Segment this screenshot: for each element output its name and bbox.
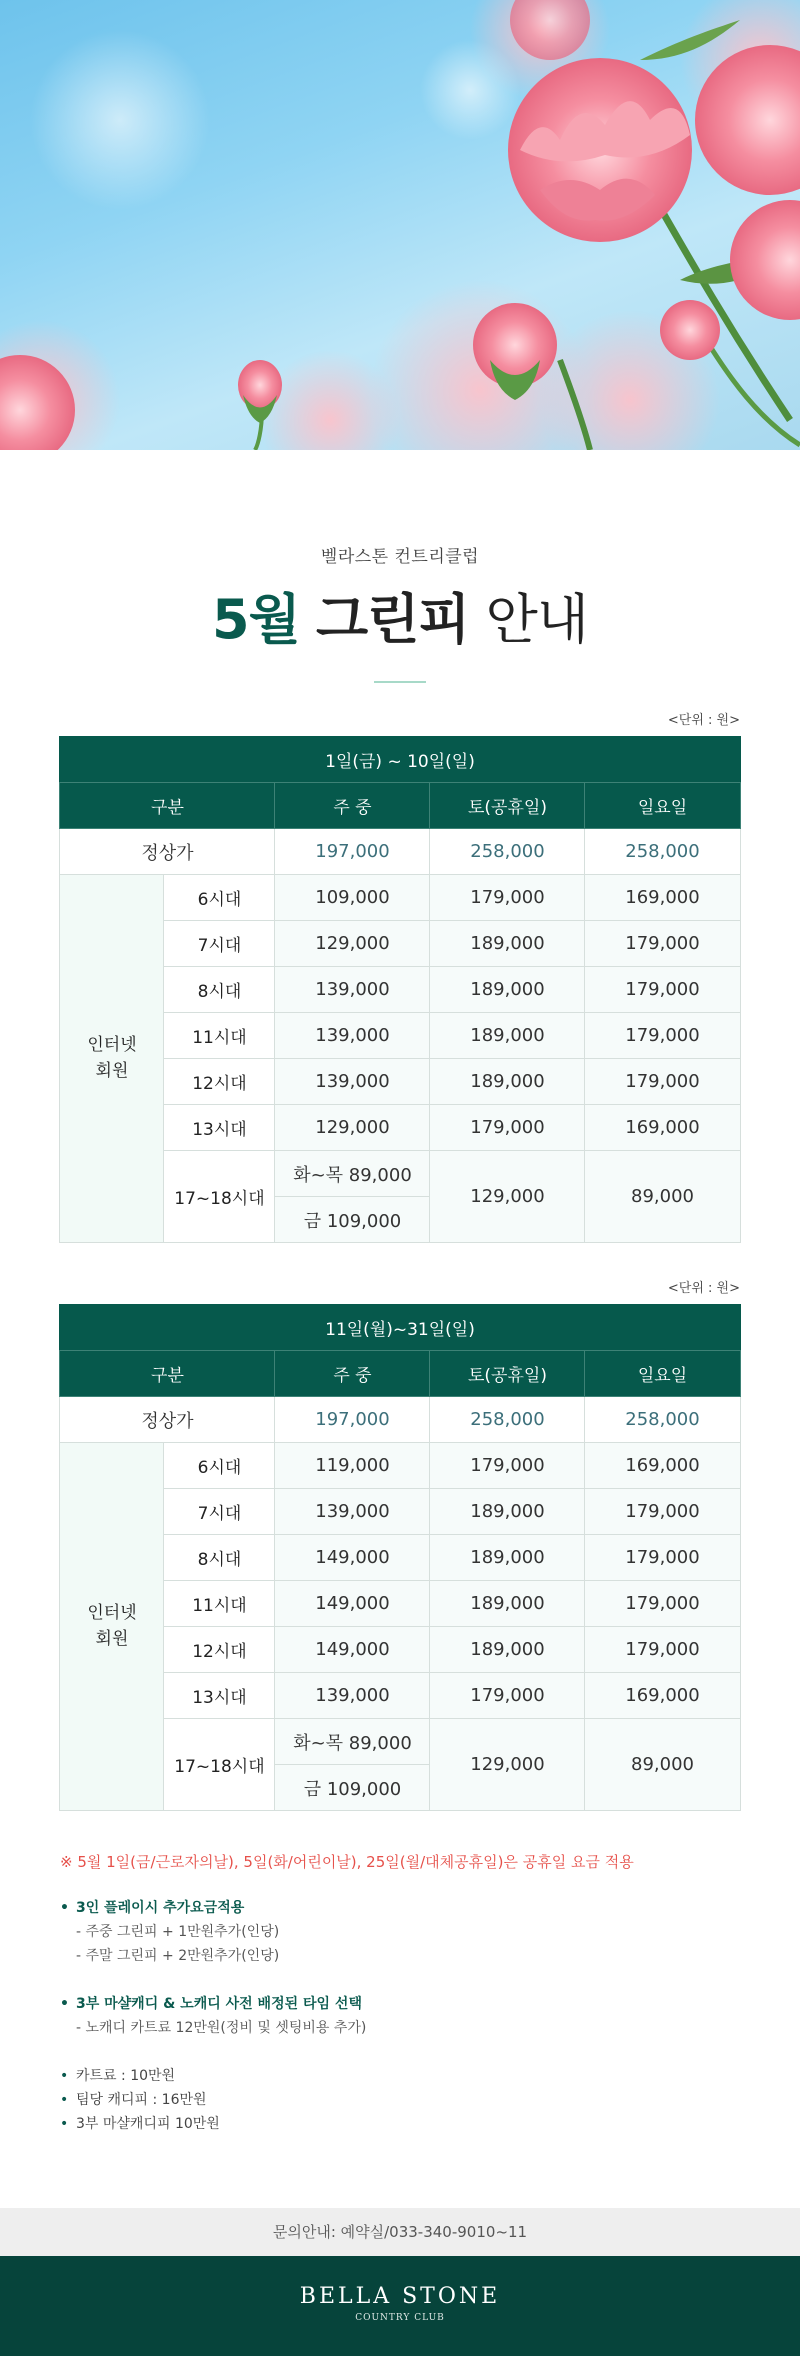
column-header-category: 구분 (60, 1351, 275, 1397)
weekday-price: 139,000 (275, 967, 430, 1013)
title-guide: 안내 (485, 588, 588, 651)
notes-section (60, 1851, 740, 2136)
hero-image (0, 0, 800, 450)
carnation-illustration (0, 0, 800, 450)
time-slot: 11시대 (164, 1581, 275, 1627)
weekday-price-fri: 금 109,000 (275, 1197, 430, 1243)
regular-saturday: 258,000 (430, 829, 585, 875)
saturday-price: 179,000 (430, 1673, 585, 1719)
sunday-price: 179,000 (585, 1581, 740, 1627)
page-title (0, 589, 800, 651)
three-player-line: - 주중 그린피 + 1만원추가(인당) (76, 1924, 280, 1941)
title-month: 5월 (212, 588, 300, 651)
sunday-price: 179,000 (585, 1013, 740, 1059)
member-label-line-2: 회원 (95, 1628, 129, 1649)
sunday-price: 169,000 (585, 1443, 740, 1489)
time-slot: 8시대 (164, 1535, 275, 1581)
column-header-sunday: 일요일 (585, 1351, 740, 1397)
regular-weekday: 197,000 (275, 1397, 430, 1443)
sunday-price: 179,000 (585, 967, 740, 1013)
brand-footer (0, 2256, 800, 2356)
saturday-price: 129,000 (430, 1719, 585, 1811)
saturday-price: 129,000 (430, 1151, 585, 1243)
saturday-price: 179,000 (430, 1105, 585, 1151)
time-slot: 11시대 (164, 1013, 275, 1059)
column-header-weekday: 주 중 (275, 783, 430, 829)
regular-label: 정상가 (60, 829, 275, 875)
saturday-price: 189,000 (430, 1627, 585, 1673)
table-row-regular (60, 1397, 740, 1443)
column-header-sunday: 일요일 (585, 783, 740, 829)
title-divider (374, 681, 426, 683)
saturday-price: 189,000 (430, 1489, 585, 1535)
period-header: 11일(월)~31일(일) (60, 1305, 740, 1351)
three-player-note (60, 1896, 740, 1968)
time-slot: 13시대 (164, 1673, 275, 1719)
regular-saturday: 258,000 (430, 1397, 585, 1443)
weekday-price: 139,000 (275, 1489, 430, 1535)
sunday-price: 169,000 (585, 875, 740, 921)
saturday-price: 179,000 (430, 1443, 585, 1489)
time-slot: 12시대 (164, 1059, 275, 1105)
sunday-price: 179,000 (585, 1489, 740, 1535)
sunday-price: 169,000 (585, 1673, 740, 1719)
regular-label: 정상가 (60, 1397, 275, 1443)
sunday-price: 89,000 (585, 1151, 740, 1243)
three-player-line: - 주말 그린피 + 2만원추가(인당) (76, 1948, 280, 1965)
saturday-price: 189,000 (430, 1581, 585, 1627)
sunday-price: 89,000 (585, 1719, 740, 1811)
table-row (60, 875, 740, 921)
time-slot: 6시대 (164, 1443, 275, 1489)
column-header-saturday: 토(공휴일) (430, 783, 585, 829)
list-item: • 3부 마샬캐디피 10만원 (60, 2112, 740, 2136)
title-block (0, 450, 800, 683)
sunday-price: 179,000 (585, 1535, 740, 1581)
list-item: • 카트료 : 10만원 (60, 2064, 740, 2088)
member-category (60, 875, 164, 1243)
member-label-line-1: 인터넷 (87, 1035, 137, 1056)
weekday-price: 139,000 (275, 1673, 430, 1719)
time-slot: 7시대 (164, 1489, 275, 1535)
weekday-price: 129,000 (275, 1105, 430, 1151)
member-label-line-1: 인터넷 (87, 1603, 137, 1624)
time-slot: 12시대 (164, 1627, 275, 1673)
saturday-price: 189,000 (430, 1059, 585, 1105)
saturday-price: 189,000 (430, 921, 585, 967)
weekday-price: 119,000 (275, 1443, 430, 1489)
fee-table-period-1 (59, 736, 740, 1243)
holiday-notice: ※ 5월 1일(금/근로자의날), 5일(화/어린이날), 25일(월/대체공휴일)은 공휴일 요금 적용 (60, 1853, 634, 1872)
table-row-regular (60, 829, 740, 875)
table-row (60, 1443, 740, 1489)
caddie-title: • 3부 마샬캐디 & 노캐디 사전 배정된 타임 선택 (60, 1992, 740, 2016)
saturday-price: 189,000 (430, 1013, 585, 1059)
list-item: • 팀당 캐디피 : 16만원 (60, 2088, 740, 2112)
weekday-price: 129,000 (275, 921, 430, 967)
time-slot-evening: 17~18시대 (164, 1719, 275, 1811)
weekday-price: 149,000 (275, 1627, 430, 1673)
weekday-price: 149,000 (275, 1535, 430, 1581)
time-slot: 6시대 (164, 875, 275, 921)
member-label-line-2: 회원 (95, 1060, 129, 1081)
club-name: 벨라스톤 컨트리클럽 (320, 547, 480, 567)
weekday-price: 139,000 (275, 1059, 430, 1105)
brand-logo-tag: COUNTRY CLUB (355, 2313, 445, 2324)
sunday-price: 169,000 (585, 1105, 740, 1151)
caddie-note (60, 1992, 740, 2040)
saturday-price: 179,000 (430, 875, 585, 921)
time-slot: 8시대 (164, 967, 275, 1013)
fee-list (60, 2064, 740, 2136)
time-slot: 13시대 (164, 1105, 275, 1151)
column-header-weekday: 주 중 (275, 1351, 430, 1397)
weekday-price-tue-thu: 화~목 89,000 (275, 1719, 430, 1765)
regular-weekday: 197,000 (275, 829, 430, 875)
title-greenfee: 그린피 (315, 588, 470, 651)
caddie-line: - 노캐디 카트료 12만원(정비 및 셋팅비용 추가) (76, 2020, 367, 2037)
weekday-price-tue-thu: 화~목 89,000 (275, 1151, 430, 1197)
three-player-title: • 3인 플레이시 추가요금적용 (60, 1896, 740, 1920)
weekday-price: 109,000 (275, 875, 430, 921)
saturday-price: 189,000 (430, 967, 585, 1013)
sunday-price: 179,000 (585, 1059, 740, 1105)
unit-label: <단위 : 원> (667, 1281, 740, 1297)
period-header: 1일(금) ~ 10일(일) (60, 737, 740, 783)
time-slot-evening: 17~18시대 (164, 1151, 275, 1243)
column-header-category: 구분 (60, 783, 275, 829)
contact-bar: 문의안내: 예약실/033-340-9010~11 (0, 2208, 800, 2256)
sunday-price: 179,000 (585, 1627, 740, 1673)
weekday-price: 139,000 (275, 1013, 430, 1059)
time-slot: 7시대 (164, 921, 275, 967)
regular-sunday: 258,000 (585, 829, 740, 875)
sunday-price: 179,000 (585, 921, 740, 967)
column-header-saturday: 토(공휴일) (430, 1351, 585, 1397)
unit-label: <단위 : 원> (667, 713, 740, 729)
saturday-price: 189,000 (430, 1535, 585, 1581)
weekday-price-fri: 금 109,000 (275, 1765, 430, 1811)
member-category (60, 1443, 164, 1811)
weekday-price: 149,000 (275, 1581, 430, 1627)
fee-table-period-2 (59, 1304, 740, 1811)
regular-sunday: 258,000 (585, 1397, 740, 1443)
brand-logo-name: BELLA STONE (299, 2284, 501, 2310)
